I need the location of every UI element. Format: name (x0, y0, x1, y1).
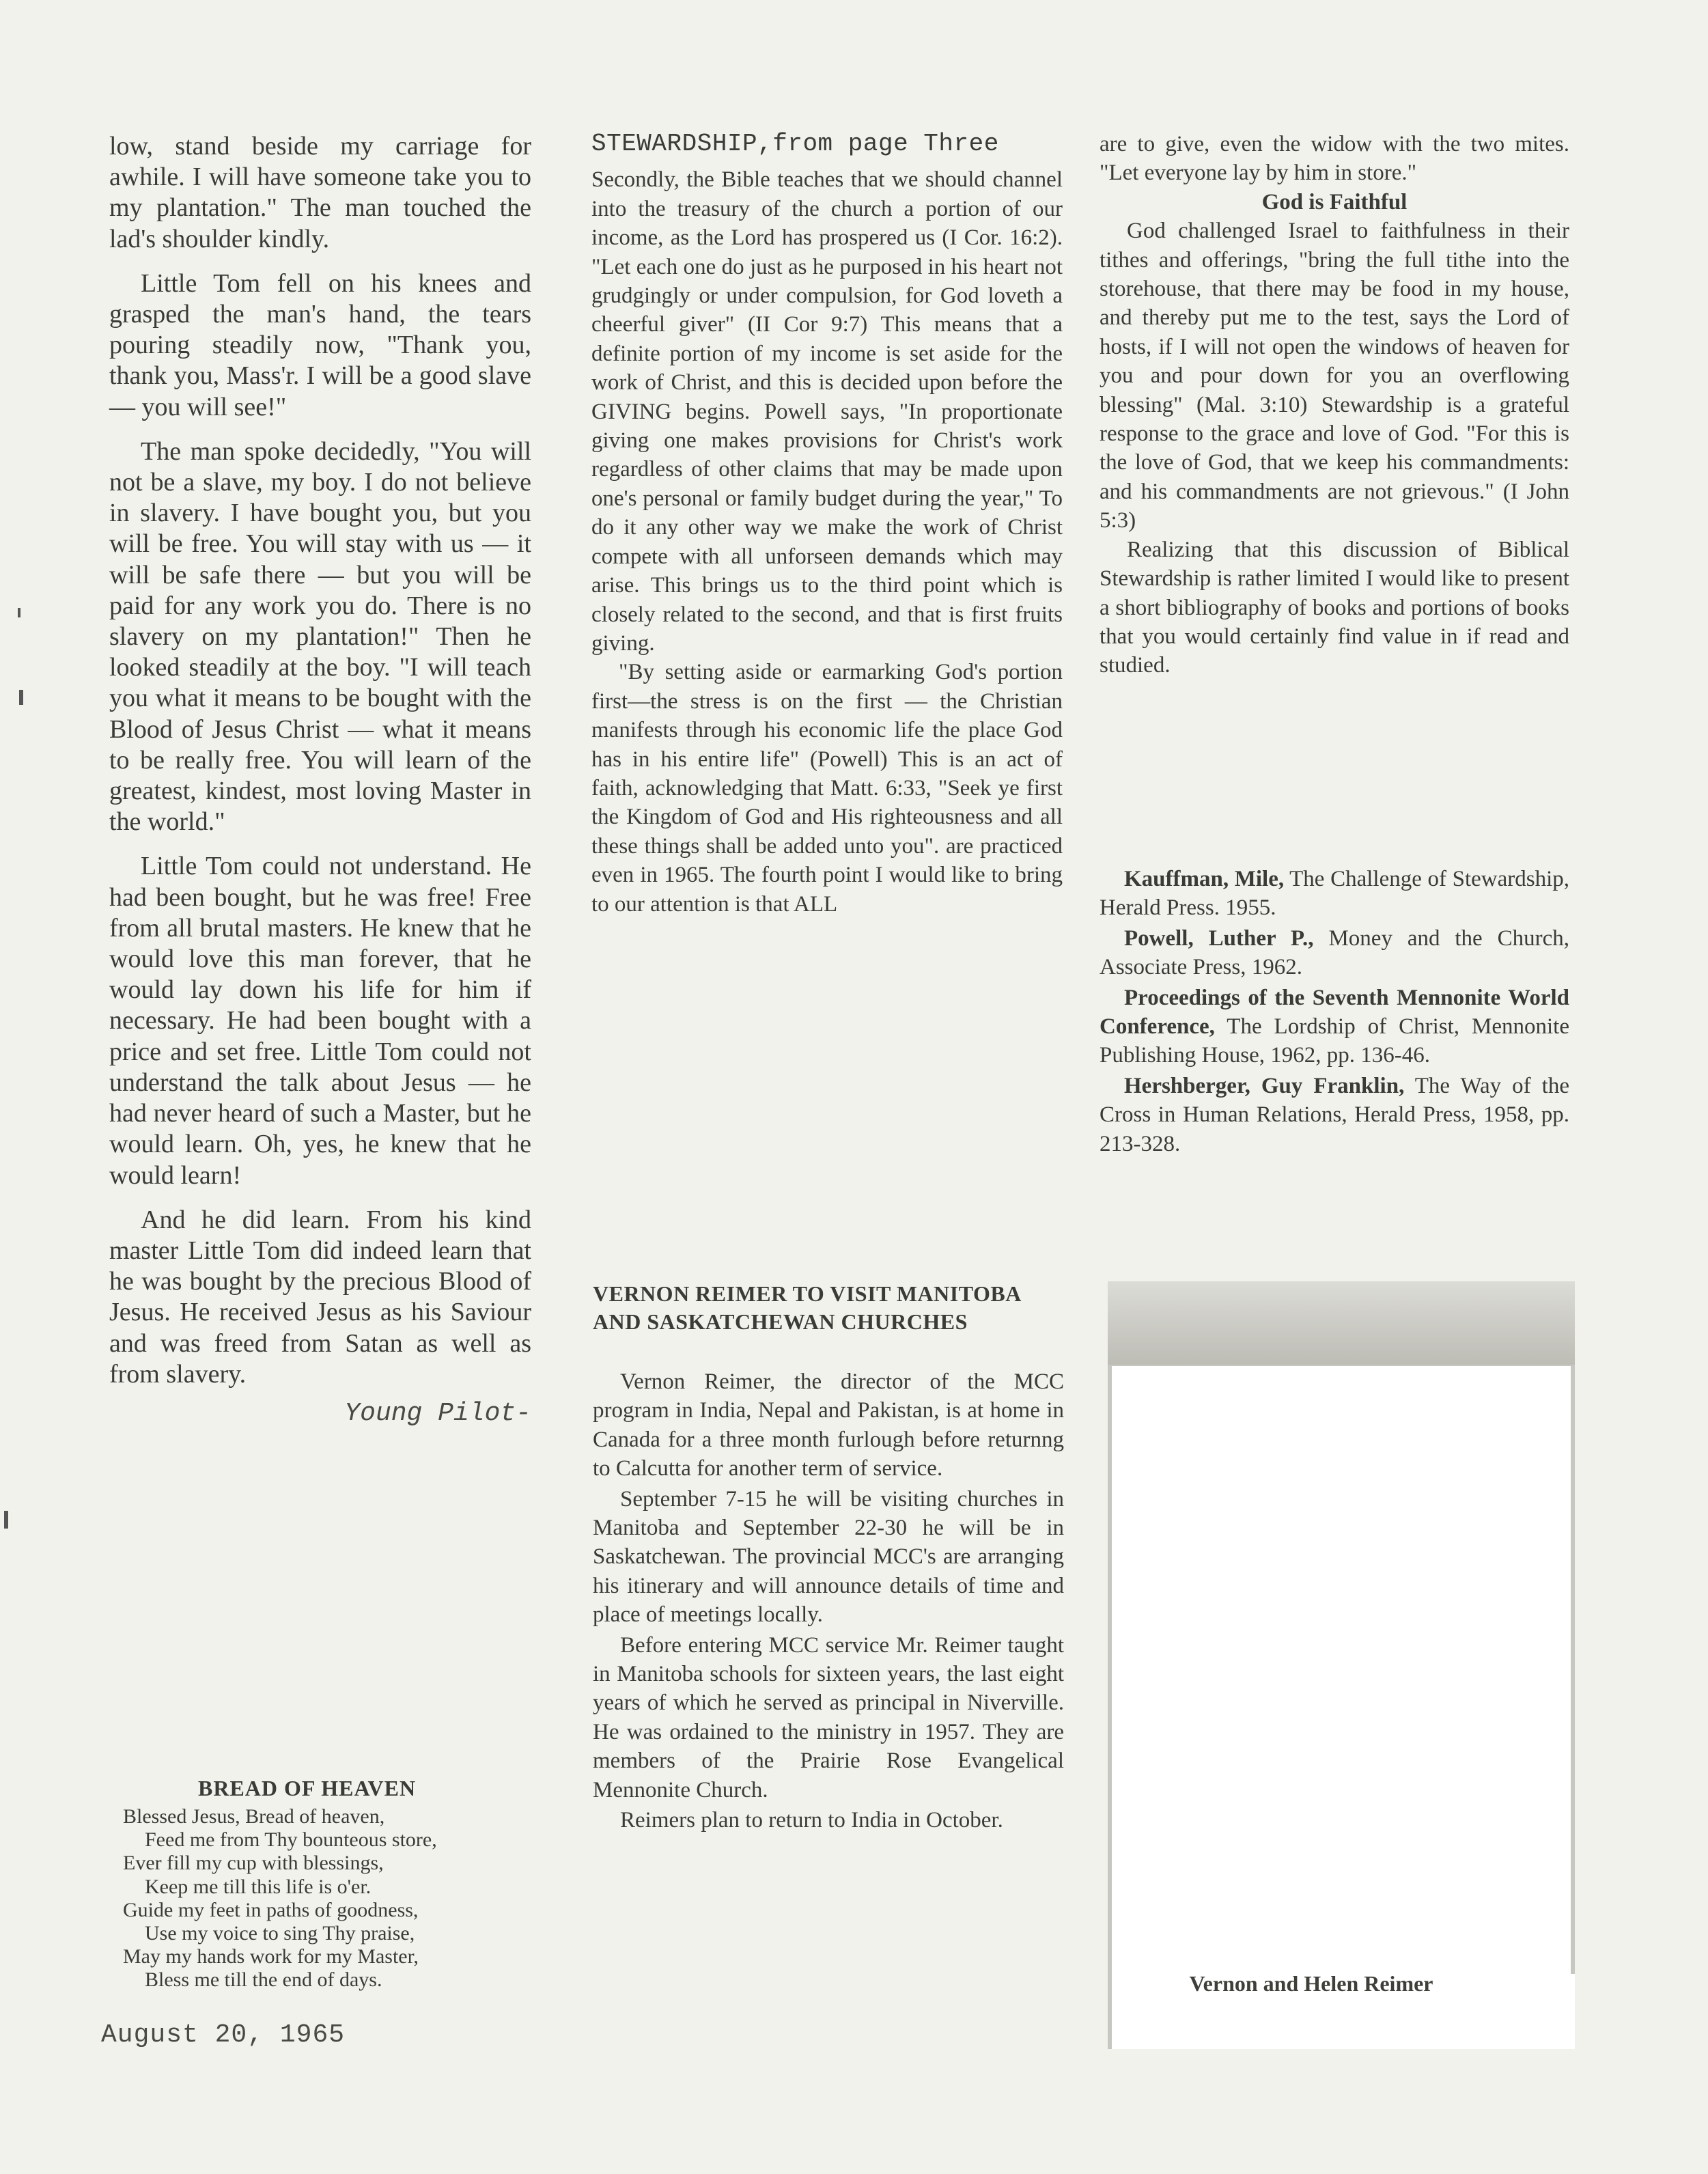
bibliography-details: The Challenge of Stewardship, Herald Press. 1955. (1100, 867, 1569, 921)
bibliography-details: The Way of the Cross in Human Relations, Herald Press, 1958, pp. 213-328. (1100, 1073, 1569, 1156)
story-paragraph: And he did learn. From his kind master Little Tom did indeed learn that he was bought by the precious Blood of Jesus. He received Jesus as his Saviour and was freed from Satan as well as from slavery. (109, 1205, 531, 1389)
news-paragraph: Vernon Reimer, the director of the MCC program in India, Nepal and Pakistan, is at home in Canada for a three month furlough before returnng to Calcutta for another term of service. (593, 1369, 1064, 1481)
scan-mark (19, 690, 23, 705)
poem-line: Ever fill my cup with blessings, (123, 1852, 384, 1875)
news-paragraph: Reimers plan to return to India in October. (620, 1808, 1003, 1833)
photo-caption: Vernon and Helen Reimer (1189, 1971, 1433, 1996)
stewardship-column-right (1100, 130, 1569, 680)
poem-line: Guide my feet in paths of goodness, (123, 1898, 419, 1921)
issue-date: August 20, 1965 (101, 2020, 346, 2050)
poem-line: Feed me from Thy bounteous store, (145, 1828, 437, 1852)
bibliography-author: Proceedings of the Seventh Mennonite World Conference, (1100, 985, 1569, 1040)
bibliography (1100, 865, 1569, 1160)
poem-line: Blessed Jesus, Bread of heaven, (123, 1805, 385, 1828)
news-paragraph: Before entering MCC service Mr. Reimer taught in Manitoba schools for sixteen years, the last eight years of which he served as principal in Niverville. He was ordained to the ministry in 1957. They are members of the Prairie Rose Evangelical Mennonite Church. (593, 1632, 1064, 1802)
bibliography-entry (1100, 865, 1569, 923)
bibliography-details: Money and the Church, Associate Press, 1962. (1100, 925, 1569, 980)
stewardship-paragraph: God challenged Israel to faithfulness in their tithes and offerings, "bring the full tithe into the storehouse, that there may be food in my house, and thereby put me to the test, says the Lord of hosts, if I will not open the windows of heaven for you and pour down for you an overflowing blessing" (Mal. 3:10) Stewardship is a grateful response to the grace and love of God. "For this is the love of God, that we keep his commandments: and his commandments are not grievous." (I John 5:3) (1100, 219, 1569, 533)
bibliography-author: Hershberger, Guy Franklin, (1124, 1073, 1405, 1098)
bibliography-entry (1100, 924, 1569, 982)
poem-title: BREAD OF HEAVEN (198, 1776, 417, 1800)
news-paragraph: September 7-15 he will be visiting churches in Manitoba and September 22-30 he will be in Saskatchewan. The provincial MCC's are arranging his itinerary and will announce details of time and place of meetings locally. (593, 1486, 1064, 1628)
story-attribution: Young Pilot- (344, 1398, 531, 1428)
photo-top-strip (1108, 1281, 1575, 1365)
bibliography-author: Kauffman, Mile, (1124, 867, 1285, 891)
poem-line: Bless me till the end of days. (145, 1968, 382, 1992)
news-body (593, 1367, 1064, 1837)
stewardship-column (591, 130, 1063, 919)
story-paragraph: The man spoke decidedly, "You will not be a slave, my boy. I do not believe in slavery. I have bought you, but you will be free. You will stay with us — it will be safe there — but you will be paid for any work you do. There is no slavery on my plantation!" Then he looked steadily at the boy. "I will teach you what it means to be bought with the Blood of Jesus Christ — what it means to be really free. You will learn of the greatest, kindest, most loving Master in the world." (109, 436, 531, 837)
section-subheading: God is Faithful (1261, 189, 1408, 214)
bibliography-author: Powell, Luther P., (1124, 925, 1314, 951)
poem-line: Use my voice to sing Thy praise, (145, 1922, 415, 1945)
bibliography-entry (1100, 984, 1569, 1070)
stewardship-paragraph: "By setting aside or earmarking God's portion first—the stress is on the first — the Christian manifests through his economic life the place God has in his entire life" (Powell) This is an act of faith, acknowledging that Matt. 6:33, "Seek ye first the Kingdom of God and His righteousness and all these things shall be added unto you". are practiced even in 1965. The fourth point I would like to bring to our attention is that ALL (591, 660, 1063, 917)
bibliography-details: The Lordship of Christ, Mennonite Publishing House, 1962, pp. 136-46. (1100, 1014, 1569, 1068)
stewardship-paragraph: Realizing that this discussion of Biblical Stewardship is rather limited I would like to present a short bibliography of books and portions of books that you would certainly find value in if read and studied. (1100, 537, 1569, 678)
scan-mark (18, 608, 20, 617)
poem-body (123, 1805, 533, 1992)
continuation-heading: STEWARDSHIP,from page Three (591, 130, 999, 158)
bibliography-entry (1100, 1072, 1569, 1158)
story-paragraph: Little Tom fell on his knees and grasped the man's hand, the tears pouring steadily now, "Thank you, thank you, Mass'r. I will be a good slave — you will see!" (109, 268, 531, 421)
photo (1108, 1281, 1575, 2049)
photo-blank-corner (1486, 1974, 1575, 2049)
story-column (109, 131, 531, 1429)
poem-line: May my hands work for my Master, (123, 1945, 419, 1968)
story-paragraph: low, stand beside my carriage for awhile. I will have someone take you to my plantation." The man touched the lad's shoulder kindly. (109, 132, 531, 253)
stewardship-paragraph: Secondly, the Bible teaches that we should channel into the treasury of the church a portion of our income, as the Lord has prospered us (I Cor. 16:2). "Let each one do just as he purposed in his heart not grudgingly or under compulsion, for God loveth a cheerful giver" (II Cor 9:7) This means that a definite portion of my income is set aside for the work of Christ, and this is decided upon before the GIVING begins. Powell says, "In proportionate giving one makes provisions for Christ's work regardless of other claims that may be made upon one's personal or family budget during the year," To do it any other way we make the work of Christ compete with all unforseen demands which may arise. This brings us to the third point which is closely related to the second, and that is first fruits giving. (591, 167, 1063, 656)
news-headline: VERNON REIMER TO VISIT MANITOBA AND SASKATCHEWAN CHURCHES (593, 1281, 1021, 1334)
photo-blank-area (1112, 1366, 1571, 2049)
stewardship-paragraph: are to give, even the widow with the two mites. "Let everyone lay by him in store." (1100, 132, 1569, 186)
story-paragraph: Little Tom could not understand. He had been bought, but he was free! Free from all brutal masters. He knew that he would love this man forever, that he would lay down his life for him if necessary. He had been bought with a price and set free. Little Tom could not understand the talk about Jesus — he had never heard of such a Master, but he would learn. Oh, yes, he knew that he would learn! (109, 852, 531, 1190)
scan-mark (4, 1511, 8, 1529)
poem-line: Keep me till this life is o'er. (145, 1875, 372, 1898)
